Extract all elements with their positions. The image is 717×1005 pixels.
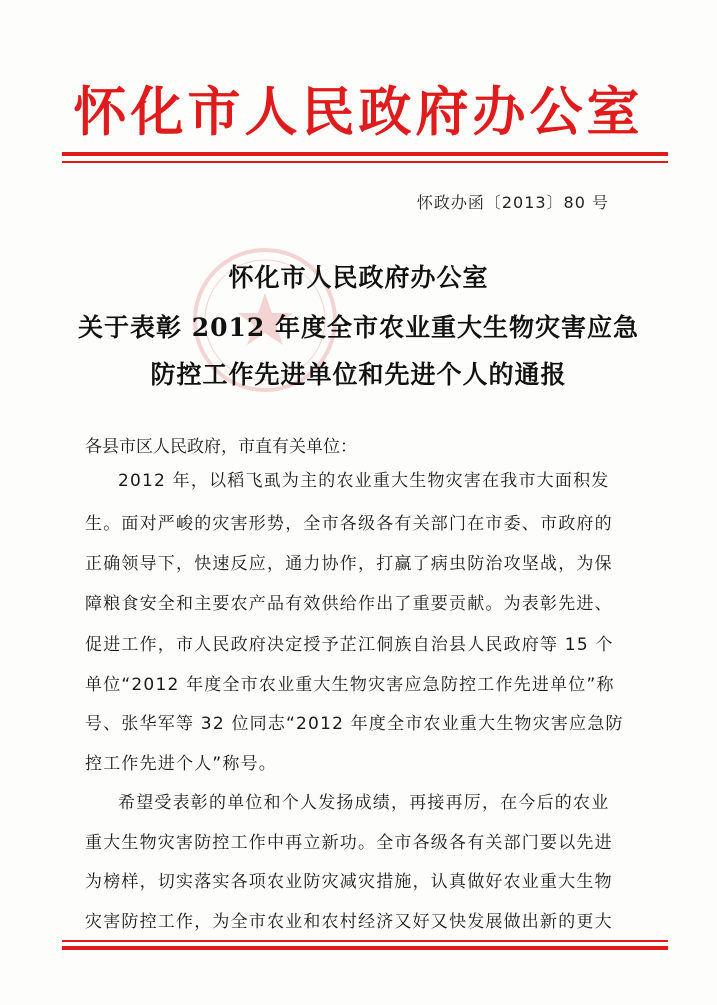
- notice-title-line: 防控工作先进单位和先进个人的通报: [150, 360, 567, 389]
- paragraph-line: 生。面对严峻的灾害形势，全市各级各有关部门在市委、市政府的: [85, 514, 613, 534]
- paragraph-line: 控工作先进个人”称号。: [85, 754, 278, 774]
- paragraph-line: 希望受表彰的单位和个人发扬成绩，再接再厉，在今后的农业: [118, 793, 610, 813]
- paragraph-line: 重大生物灾害防控工作中再立新功。全市各级各有关部门要以先进: [85, 833, 613, 853]
- document-number: 怀政办函〔2013〕80 号: [416, 193, 609, 212]
- notice-title-line: 怀化市人民政府办公室: [228, 263, 489, 292]
- letterhead-title: 怀化市人民政府办公室: [73, 81, 644, 143]
- paragraph-line: 正确领导下，快速反应，通力协作，打赢了病虫防治攻坚战，为保: [85, 554, 613, 574]
- footer-rule-thin: [62, 940, 668, 942]
- paragraph-line: 为榜样，切实落实各项农业防灾减灾措施，认真做好农业重大生物: [85, 872, 613, 892]
- paragraph-line: 灾害防控工作，为全市农业和农村经济又好又快发展做出新的更大: [85, 912, 613, 932]
- paragraph-line: 促进工作，市人民政府决定授予芷江侗族自治县人民政府等 15 个: [85, 635, 614, 655]
- paragraph-line: 2012 年，以稻飞虱为主的农业重大生物灾害在我市大面积发: [118, 471, 610, 491]
- letterhead-rule-thick: [62, 152, 668, 156]
- paragraph-line: 单位“2012 年度全市农业重大生物灾害应急防控工作先进单位”称: [85, 675, 615, 695]
- footer-rule-thick: [62, 946, 668, 950]
- notice-title-line: 关于表彰 2012 年度全市农业重大生物灾害应急: [78, 313, 639, 342]
- paragraph-line: 号、张华军等 32 位同志“2012 年度全市农业重大生物灾害应急防: [85, 714, 624, 734]
- salutation: 各县市区人民政府，市直有关单位：: [85, 437, 357, 457]
- letterhead-rule-thin: [62, 161, 668, 163]
- paragraph-line: 障粮食安全和主要农产品有效供给作出了重要贡献。为表彰先进、: [85, 594, 613, 614]
